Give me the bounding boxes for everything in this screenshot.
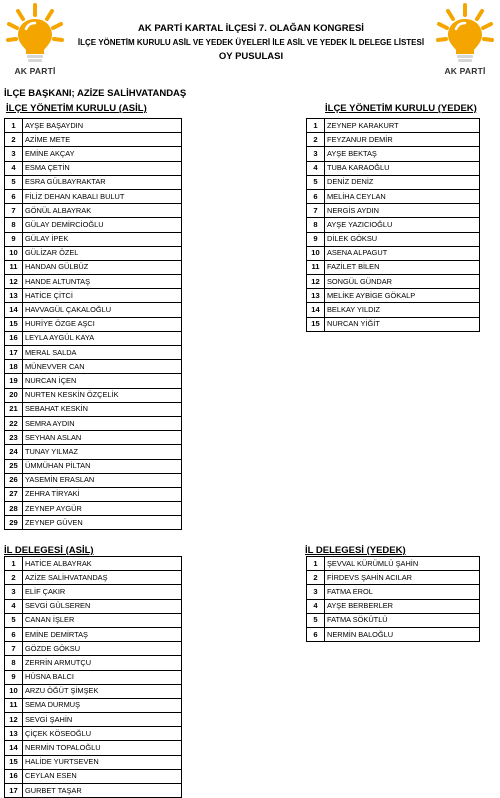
table-row xyxy=(5,571,182,585)
table-row xyxy=(5,727,182,741)
row-number: 4 xyxy=(307,599,325,613)
candidate-name: GÜLAY İPEK xyxy=(23,232,182,246)
candidate-name: SONGÜL GÜNDAR xyxy=(325,275,480,289)
candidate-name: AYŞE YAZICIOĞLU xyxy=(325,218,480,232)
table-row xyxy=(5,459,182,473)
table-row xyxy=(307,289,480,303)
candidate-name: SEMRA AYDIN xyxy=(23,416,182,430)
table-row xyxy=(5,698,182,712)
lightbulb-icon xyxy=(436,2,494,64)
candidate-name: FAZİLET BİLEN xyxy=(325,260,480,274)
candidate-name: MERAL SALDA xyxy=(23,346,182,360)
row-number: 13 xyxy=(5,727,23,741)
candidate-name: BELKAY YILDIZ xyxy=(325,303,480,317)
candidate-name: ZEHRA TİRYAKİ xyxy=(23,487,182,501)
candidate-name: NERGİS AYDIN xyxy=(325,204,480,218)
table-row xyxy=(5,656,182,670)
row-number: 8 xyxy=(5,656,23,670)
candidate-name: CEYLAN ESEN xyxy=(23,769,182,783)
row-number: 7 xyxy=(5,642,23,656)
table-row xyxy=(5,161,182,175)
candidate-name: EMİNE DEMİRTAŞ xyxy=(23,627,182,641)
table-row xyxy=(5,133,182,147)
candidate-name: ESMA ÇETİN xyxy=(23,161,182,175)
row-number: 9 xyxy=(307,232,325,246)
table-row xyxy=(5,374,182,388)
row-number: 2 xyxy=(307,133,325,147)
candidate-name: GÖNÜL ALBAYRAK xyxy=(23,204,182,218)
district-president: İLÇE BAŞKANI; AZİZE SALİHVATANDAŞ xyxy=(4,88,187,99)
table-row xyxy=(5,502,182,516)
table-row xyxy=(5,175,182,189)
table-row xyxy=(5,317,182,331)
row-number: 10 xyxy=(5,684,23,698)
table-row xyxy=(307,317,480,331)
ilce-yedek-table xyxy=(306,118,480,332)
table-row xyxy=(5,585,182,599)
table-row xyxy=(307,232,480,246)
row-number: 7 xyxy=(5,204,23,218)
candidate-name: AYŞE BERBERLER xyxy=(325,599,480,613)
table-row xyxy=(5,431,182,445)
row-number: 1 xyxy=(307,557,325,571)
table-row xyxy=(307,218,480,232)
table-row xyxy=(5,346,182,360)
candidate-name: NURTEN KESKİN ÖZÇELİK xyxy=(23,388,182,402)
candidate-name: AZİME METE xyxy=(23,133,182,147)
row-number: 20 xyxy=(5,388,23,402)
row-number: 17 xyxy=(5,346,23,360)
row-number: 14 xyxy=(5,741,23,755)
candidate-name: HÜSNA BALCI xyxy=(23,670,182,684)
table-row xyxy=(5,445,182,459)
table-row xyxy=(307,571,480,585)
table-row xyxy=(5,642,182,656)
row-number: 6 xyxy=(307,189,325,203)
lightbulb-icon xyxy=(6,2,64,64)
candidate-name: SEVGİ ŞAHİN xyxy=(23,713,182,727)
table-row xyxy=(5,360,182,374)
candidate-name: FEYZANUR DEMİR xyxy=(325,133,480,147)
title-line-3: OY PUSULASI xyxy=(218,51,284,62)
table-row xyxy=(5,473,182,487)
candidate-name: YASEMİN ERASLAN xyxy=(23,473,182,487)
row-number: 9 xyxy=(5,232,23,246)
row-number: 3 xyxy=(5,147,23,161)
table-row xyxy=(5,613,182,627)
candidate-name: SEMA DURMUŞ xyxy=(23,698,182,712)
row-number: 16 xyxy=(5,331,23,345)
row-number: 2 xyxy=(5,133,23,147)
candidate-name: AYŞE BAŞAYDIN xyxy=(23,119,182,133)
table-row xyxy=(307,161,480,175)
row-number: 24 xyxy=(5,445,23,459)
table-row xyxy=(307,557,480,571)
row-number: 26 xyxy=(5,473,23,487)
row-number: 5 xyxy=(307,175,325,189)
table-row xyxy=(307,147,480,161)
candidate-name: AZİZE SALİHVATANDAŞ xyxy=(23,571,182,585)
ilce-asil-table xyxy=(4,118,182,530)
row-number: 1 xyxy=(5,119,23,133)
table-row xyxy=(5,204,182,218)
table-row xyxy=(5,303,182,317)
table-row xyxy=(5,388,182,402)
row-number: 10 xyxy=(307,246,325,260)
row-number: 13 xyxy=(5,289,23,303)
candidate-name: HAVVAGÜL ÇAKALOĞLU xyxy=(23,303,182,317)
candidate-name: AYŞE BEKTAŞ xyxy=(325,147,480,161)
candidate-name: MELİKE AYBİGE GÖKALP xyxy=(325,289,480,303)
candidate-name: FATMA SÖKÜTLÜ xyxy=(325,613,480,627)
row-number: 11 xyxy=(5,698,23,712)
table-row xyxy=(5,331,182,345)
table-row xyxy=(5,784,182,798)
candidate-name: TUNAY YILMAZ xyxy=(23,445,182,459)
row-number: 23 xyxy=(5,431,23,445)
candidate-name: ESRA GÜLBAYRAKTAR xyxy=(23,175,182,189)
candidate-name: ÇİÇEK KÖSEOĞLU xyxy=(23,727,182,741)
candidate-name: FİRDEVS ŞAHİN ACILAR xyxy=(325,571,480,585)
table-row xyxy=(5,487,182,501)
row-number: 2 xyxy=(5,571,23,585)
table-row xyxy=(307,204,480,218)
row-number: 8 xyxy=(307,218,325,232)
table-row xyxy=(5,218,182,232)
row-number: 22 xyxy=(5,416,23,430)
table-row xyxy=(307,613,480,627)
row-number: 7 xyxy=(307,204,325,218)
table-row xyxy=(307,189,480,203)
candidate-name: EMİNE AKÇAY xyxy=(23,147,182,161)
table-row xyxy=(307,627,480,641)
row-number: 27 xyxy=(5,487,23,501)
table-row xyxy=(307,599,480,613)
title-line-2: İLÇE YÖNETİM KURULU ASİL VE YEDEK ÜYELERİ İLE ASİL VE YEDEK İL DELEGE LİSTESİ xyxy=(77,38,425,47)
row-number: 10 xyxy=(5,246,23,260)
row-number: 4 xyxy=(5,161,23,175)
row-number: 8 xyxy=(5,218,23,232)
candidate-name: ZEYNEP AYGÜR xyxy=(23,502,182,516)
table-row xyxy=(5,119,182,133)
row-number: 15 xyxy=(5,317,23,331)
candidate-name: CANAN İŞLER xyxy=(23,613,182,627)
candidate-name: DENİZ DENİZ xyxy=(325,175,480,189)
candidate-name: HATİCE ÇİTCİ xyxy=(23,289,182,303)
candidate-name: NERMİN BALOĞLU xyxy=(325,627,480,641)
table-row xyxy=(5,684,182,698)
row-number: 5 xyxy=(307,613,325,627)
table-row xyxy=(5,289,182,303)
candidate-name: MELİHA CEYLAN xyxy=(325,189,480,203)
row-number: 12 xyxy=(5,713,23,727)
candidate-name: SEVGİ GÜLSEREN xyxy=(23,599,182,613)
candidate-name: HALİDE YURTSEVEN xyxy=(23,755,182,769)
candidate-name: HATİCE ALBAYRAK xyxy=(23,557,182,571)
row-number: 15 xyxy=(5,755,23,769)
row-number: 6 xyxy=(5,627,23,641)
document-title xyxy=(70,22,432,64)
candidate-name: TUBA KARAOĞLU xyxy=(325,161,480,175)
row-number: 25 xyxy=(5,459,23,473)
row-number: 11 xyxy=(5,260,23,274)
row-number: 15 xyxy=(307,317,325,331)
table-row xyxy=(5,713,182,727)
row-number: 2 xyxy=(307,571,325,585)
row-number: 11 xyxy=(307,260,325,274)
table-row xyxy=(307,175,480,189)
section-title-il-yedek: İL DELEGESİ (YEDEK) xyxy=(305,545,406,556)
table-row xyxy=(307,303,480,317)
row-number: 3 xyxy=(307,147,325,161)
candidate-name: NURCAN İÇEN xyxy=(23,374,182,388)
row-number: 3 xyxy=(5,585,23,599)
row-number: 4 xyxy=(5,599,23,613)
table-row xyxy=(307,260,480,274)
candidate-name: SEBAHAT KESKİN xyxy=(23,402,182,416)
section-title-ilce-yedek: İLÇE YÖNETİM KURULU (YEDEK) xyxy=(325,103,477,114)
candidate-name: ŞEVVAL KÜRÜMLÜ ŞAHİN xyxy=(325,557,480,571)
row-number: 6 xyxy=(5,189,23,203)
table-row xyxy=(307,246,480,260)
candidate-name: MÜNEVVER CAN xyxy=(23,360,182,374)
logo-caption: AK PARTİ xyxy=(444,66,486,76)
candidate-name: GÜLİZAR ÖZEL xyxy=(23,246,182,260)
table-row xyxy=(5,627,182,641)
row-number: 14 xyxy=(5,303,23,317)
row-number: 12 xyxy=(307,275,325,289)
candidate-name: ASENA ALPAGUT xyxy=(325,246,480,260)
candidate-name: ARZU ÖĞÜT ŞİMŞEK xyxy=(23,684,182,698)
row-number: 13 xyxy=(307,289,325,303)
il-yedek-table xyxy=(306,556,480,642)
candidate-name: SEYHAN ASLAN xyxy=(23,431,182,445)
table-row xyxy=(5,275,182,289)
candidate-name: ZEYNEP GÜVEN xyxy=(23,516,182,530)
table-row xyxy=(5,670,182,684)
row-number: 14 xyxy=(307,303,325,317)
table-row xyxy=(5,147,182,161)
table-row xyxy=(307,119,480,133)
row-number: 1 xyxy=(307,119,325,133)
candidate-name: HANDE ALTUNTAŞ xyxy=(23,275,182,289)
candidate-name: NURCAN YİĞİT xyxy=(325,317,480,331)
table-row xyxy=(5,516,182,530)
table-row xyxy=(5,402,182,416)
row-number: 9 xyxy=(5,670,23,684)
candidate-name: ZEYNEP KARAKURT xyxy=(325,119,480,133)
ak-parti-logo-left xyxy=(6,2,64,76)
candidate-name: DİLEK GÖKSU xyxy=(325,232,480,246)
row-number: 17 xyxy=(5,784,23,798)
section-title-ilce-asil: İLÇE YÖNETİM KURULU (ASİL) xyxy=(6,103,147,114)
table-row xyxy=(5,599,182,613)
table-row xyxy=(5,189,182,203)
row-number: 29 xyxy=(5,516,23,530)
row-number: 5 xyxy=(5,175,23,189)
row-number: 16 xyxy=(5,769,23,783)
candidate-name: ELİF ÇAKIR xyxy=(23,585,182,599)
table-row xyxy=(5,557,182,571)
table-row xyxy=(5,769,182,783)
row-number: 3 xyxy=(307,585,325,599)
table-row xyxy=(5,416,182,430)
row-number: 19 xyxy=(5,374,23,388)
table-row xyxy=(5,246,182,260)
table-row xyxy=(5,741,182,755)
row-number: 5 xyxy=(5,613,23,627)
table-row xyxy=(307,275,480,289)
row-number: 1 xyxy=(5,557,23,571)
row-number: 21 xyxy=(5,402,23,416)
row-number: 12 xyxy=(5,275,23,289)
logo-caption: AK PARTİ xyxy=(14,66,56,76)
candidate-name: GURBET TAŞAR xyxy=(23,784,182,798)
candidate-name: GÖZDE GÖKSU xyxy=(23,642,182,656)
table-row xyxy=(5,232,182,246)
section-title-il-asil: İL DELEGESİ (ASİL) xyxy=(4,545,94,556)
table-row xyxy=(307,133,480,147)
candidate-name: HANDAN GÜLBÜZ xyxy=(23,260,182,274)
candidate-name: NERMİN TOPALOĞLU xyxy=(23,741,182,755)
table-row xyxy=(5,755,182,769)
row-number: 4 xyxy=(307,161,325,175)
il-asil-table xyxy=(4,556,182,798)
candidate-name: FATMA EROL xyxy=(325,585,480,599)
candidate-name: ÜMMÜHAN PİLTAN xyxy=(23,459,182,473)
candidate-name: HURİYE ÖZGE AŞCI xyxy=(23,317,182,331)
candidate-name: ZERRİN ARMUTÇU xyxy=(23,656,182,670)
ak-parti-logo-right xyxy=(436,2,494,76)
row-number: 28 xyxy=(5,502,23,516)
row-number: 6 xyxy=(307,627,325,641)
candidate-name: FİLİZ DEHAN KABALI BULUT xyxy=(23,189,182,203)
candidate-name: GÜLAY DEMİRCİOĞLU xyxy=(23,218,182,232)
candidate-name: LEYLA AYGÜL KAYA xyxy=(23,331,182,345)
title-line-1: AK PARTİ KARTAL İLÇESİ 7. OLAĞAN KONGRESİ xyxy=(138,23,364,34)
table-row xyxy=(5,260,182,274)
row-number: 18 xyxy=(5,360,23,374)
table-row xyxy=(307,585,480,599)
